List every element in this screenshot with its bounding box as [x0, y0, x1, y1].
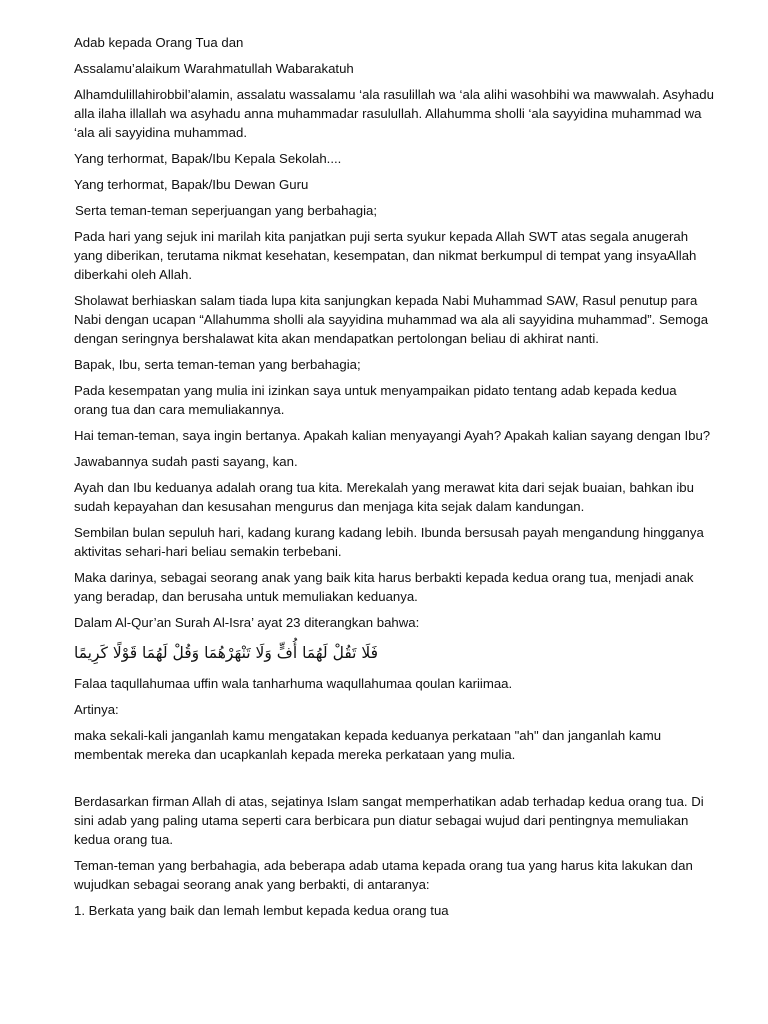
- translation-paragraph: maka sekali-kali janganlah kamu mengatakan kepada keduanya perkataan "ah" dan janganlah kamu membentak mereka dan ucapkanlah kepada mereka perkataan yang mulia.: [74, 728, 662, 762]
- adab-list-intro-paragraph: Teman-teman yang berbahagia, ada beberapa adab utama kepada orang tua yang harus kita lakukan dan wujudkan sebagai seorang anak yang berbakti, di antaranya:: [74, 858, 693, 892]
- document-title: Adab kepada Orang Tua dan: [74, 35, 244, 50]
- document-page: [74, 33, 714, 927]
- explanation-paragraph: Berdasarkan firman Allah di atas, sejatinya Islam sangat memperhatikan adab terhadap kedua orang tua. Di sini adab yang paling utama seperti cara berbicara pun diatur sebagai wujud dari pentingnya memuliakan kedua orang tua.: [74, 794, 704, 847]
- parents-role-paragraph: Ayah dan Ibu keduanya adalah orang tua kita. Merekalah yang merawat kita dari sejak buaian, bahkan ibu sudah kepayahan dan kesusahan mengurus dan menjaga kita sejak dalam kandungan.: [74, 480, 694, 514]
- salutation-principal: Yang terhormat, Bapak/Ibu Kepala Sekolah....: [74, 151, 342, 166]
- greeting-paragraph: Assalamu’alaikum Warahmatullah Wabarakatuh: [74, 61, 354, 76]
- salutation-friends: Serta teman-teman seperjuangan yang berbahagia;: [75, 203, 378, 218]
- duty-paragraph: Maka darinya, sebagai seorang anak yang baik kita harus berbakti kepada kedua orang tua, menjadi anak yang beradap, dan berusaha untuk memuliakan keduanya.: [74, 570, 694, 604]
- translation-label: Artinya:: [74, 702, 119, 717]
- opening-praise-paragraph: Alhamdulillahirobbil’alamin, assalatu wassalamu ‘ala rasulillah wa ‘ala alihi wasohbihi wa mawwalah. Asyhadu alla ilaha illallah wa asyhadu anna muhammadar rasulullah. Allahumma sholli ‘ala sayyidina muhammad wa ‘ala ali sayyidina muhammad.: [74, 87, 714, 140]
- transliteration-paragraph: Falaa taqullahumaa uffin wala tanharhuma waqullahumaa qoulan kariimaa.: [74, 676, 513, 691]
- salutation-teachers: Yang terhormat, Bapak/Ibu Dewan Guru: [74, 177, 309, 192]
- gratitude-paragraph: Pada hari yang sejuk ini marilah kita panjatkan puji serta syukur kepada Allah SWT atas segala anugerah yang diberikan, terutama nikmat kesehatan, kesempatan, dan nikmat berkumpul di tempat yang insyaAllah diberkahi oleh Allah.: [74, 229, 697, 282]
- topic-intro-paragraph: Pada kesempatan yang mulia ini izinkan saya untuk menyampaikan pidato tentang adab kepada kedua orang tua dan cara memuliakannya.: [74, 383, 677, 417]
- sholawat-paragraph: Sholawat berhiaskan salam tiada lupa kita sanjungkan kepada Nabi Muhammad SAW, Rasul penutup para Nabi dengan ucapan “Allahumma sholli ala sayyidina muhammad wa ala ali sayyidina muhammad”. Semoga dengan seringnya bershalawat kita akan mendapatkan pertolongan beliau di akhirat nanti.: [74, 293, 709, 346]
- address-audience-paragraph: Bapak, Ibu, serta teman-teman yang berbahagia;: [74, 357, 361, 372]
- answer-paragraph: Jawabannya sudah pasti sayang, kan.: [74, 454, 298, 469]
- adab-list-item-1: 1. Berkata yang baik dan lemah lembut kepada kedua orang tua: [74, 903, 449, 918]
- arabic-verse: فَلَا تَقُلْ لَهُمَا أُفٍّ وَلَا تَنْهَرْهُمَا وَقُلْ لَهُمَا قَوْلًا كَرِيمًا: [74, 644, 379, 662]
- quran-reference-paragraph: Dalam Al-Qur’an Surah Al-Isra’ ayat 23 diterangkan bahwa:: [74, 615, 420, 630]
- pregnancy-paragraph: Sembilan bulan sepuluh hari, kadang kurang kadang lebih. Ibunda bersusah payah mengandung hingganya aktivitas sehari-hari beliau semakin terbebani.: [74, 525, 704, 559]
- question-paragraph: Hai teman-teman, saya ingin bertanya. Apakah kalian menyayangi Ayah? Apakah kalian sayang dengan Ibu?: [74, 428, 711, 443]
